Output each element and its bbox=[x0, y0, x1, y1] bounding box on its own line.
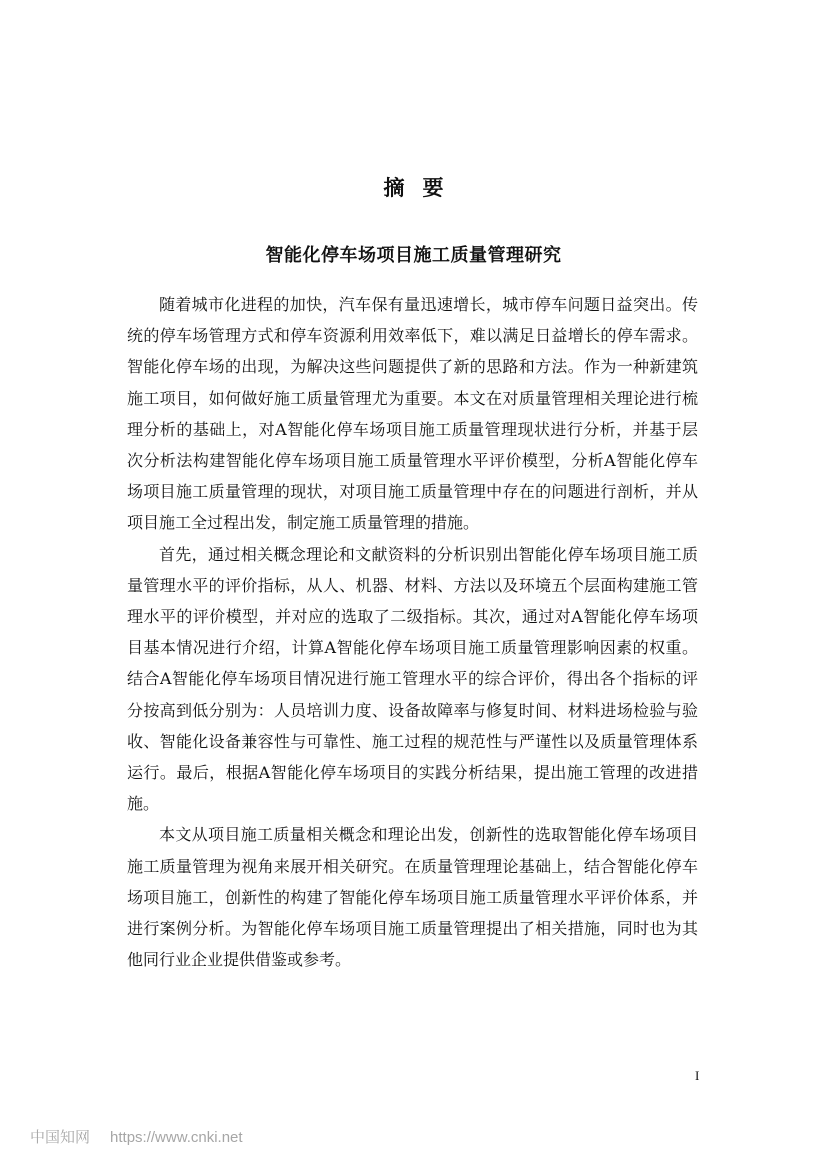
page-number: I bbox=[695, 1068, 700, 1083]
abstract-paragraph: 随着城市化进程的加快，汽车保有量迅速增长，城市停车问题日益突出。传统的停车场管理方式和停车资源利用效率低下，难以满足日益增长的停车需求。智能化停车场的出现，为解决这些问题提供了新的思路和方法。作为一种新建筑施工项目，如何做好施工质量管理尤为重要。本文在对质量管理相关理论进行梳理分析的基础上，对A智能化停车场项目施工质量管理现状进行分析，并基于层次分析法构建智能化停车场项目施工质量管理水平评价模型，分析A智能化停车场项目施工质量管理的现状，对项目施工质量管理中存在的问题进行剖析，并从项目施工全过程出发，制定施工质量管理的措施。 bbox=[127, 295, 698, 533]
thesis-title: 智能化停车场项目施工质量管理研究 bbox=[265, 245, 562, 266]
watermark-url: https://www.cnki.net bbox=[110, 1129, 243, 1146]
abstract-heading: 摘要 bbox=[383, 176, 462, 200]
watermark-site-name: 中国知网 bbox=[30, 1129, 91, 1146]
abstract-paragraph: 本文从项目施工质量相关概念和理论出发，创新性的选取智能化停车场项目施工质量管理为视角来展开相关研究。在质量管理理论基础上，结合智能化停车场项目施工，创新性的构建了智能化停车场项目施工质量管理水平评价体系，并进行案例分析。为智能化停车场项目施工质量管理提出了相关措施，同时也为其他同行业企业提供借鉴或参考。 bbox=[127, 825, 698, 970]
cnki-watermark bbox=[30, 1126, 243, 1147]
abstract-body bbox=[127, 289, 698, 975]
abstract-paragraph: 首先，通过相关概念理论和文献资料的分析识别出智能化停车场项目施工质量管理水平的评价指标，从人、机器、材料、方法以及环境五个层面构建施工管理水平的评价模型，并对应的选取了二级指标。其次，通过对A智能化停车场项目基本情况进行介绍，计算A智能化停车场项目施工质量管理影响因素的权重。结合A智能化停车场项目情况进行施工管理水平的综合评价，得出各个指标的评分按高到低分别为：人员培训力度、设备故障率与修复时间、材料进场检验与验收、智能化设备兼容性与可靠性、施工过程的规范性与严谨性以及质量管理体系运行。最后，根据A智能化停车场项目的实践分析结果，提出施工管理的改进措施。 bbox=[127, 544, 698, 814]
